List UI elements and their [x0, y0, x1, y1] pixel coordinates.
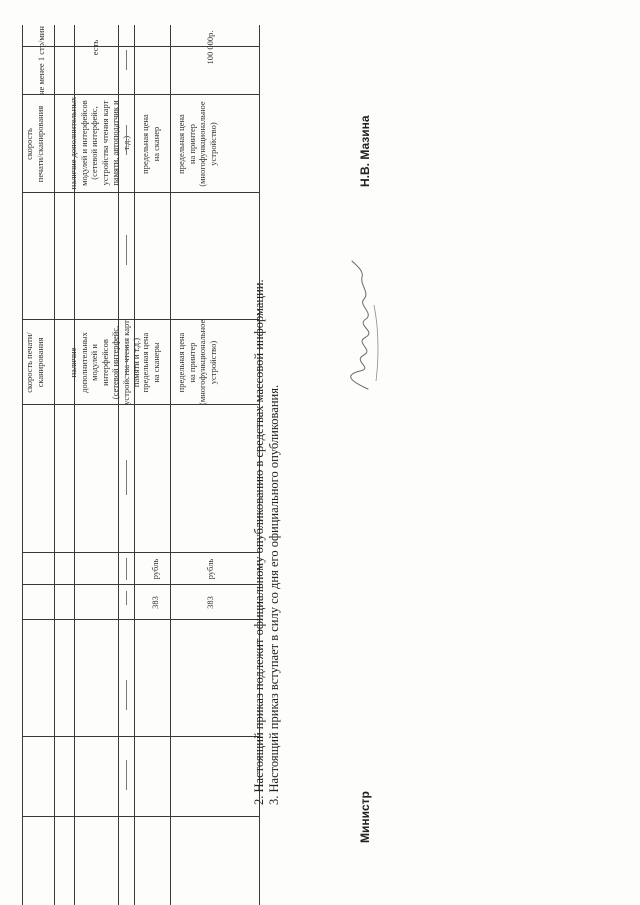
handwritten-signature: [330, 255, 390, 395]
scanner-code-cell: 383: [150, 596, 160, 609]
paragraph-3: 3. Настоящий приказ вступает в силу со дня его официального опубликования.: [267, 384, 281, 805]
scanner-unit-cell: рубль: [150, 558, 160, 580]
paragraph-2: 2. Настоящий приказ подлежит официальному опубликованию в средствах массовой информации.: [252, 279, 266, 805]
signatory-title: Министр: [358, 791, 372, 843]
speed-label-cell: скорость печати/ сканирования: [24, 332, 45, 393]
empty-cell-dash: [126, 460, 127, 495]
modules-value-cell: есть: [90, 39, 100, 56]
printer-value-cell: 100 000р.: [205, 30, 215, 65]
empty-cell-dash: [126, 235, 127, 265]
empty-cell-dash: [126, 125, 127, 155]
printer-label-cell-2: предельная цена на принтер (многофункциональное устройство): [176, 101, 218, 187]
scanner-label-cell: предельная цена на сканеры: [140, 332, 161, 393]
printer-code-cell: 383: [205, 596, 215, 609]
scanner-label-cell-2: предельная цена на сканер: [140, 114, 161, 174]
empty-cell-dash: [126, 345, 127, 375]
empty-cell-dash: [126, 50, 127, 70]
speed-value-cell: не менее 1 стр/мин: [36, 26, 46, 95]
printer-unit-cell: рубль: [205, 558, 215, 580]
modules-label-cell: наличие дополнительных модулей и интерфейсов (сетевой интерфейс, устройства чтения карт памяти и т.д.): [68, 320, 141, 405]
printer-label-cell: предельная цена на принтер (многофункциональное устройство): [176, 319, 218, 405]
empty-cell-dash: [126, 558, 127, 580]
modules-label-cell-2: наличие дополнительных модулей и интерфейсов (сетевой интерфейс, устройства чтения карт памяти, автоподатчик и т.д.): [68, 96, 131, 190]
speed-label-cell-2: скорость печати/сканирования: [24, 105, 45, 183]
empty-cell-dash: [126, 591, 127, 605]
requirements-table: [0, 0, 270, 905]
empty-cell-dash: [126, 680, 127, 710]
empty-cell-dash: [126, 760, 127, 790]
signatory-name: Н.В. Мазина: [358, 115, 372, 187]
